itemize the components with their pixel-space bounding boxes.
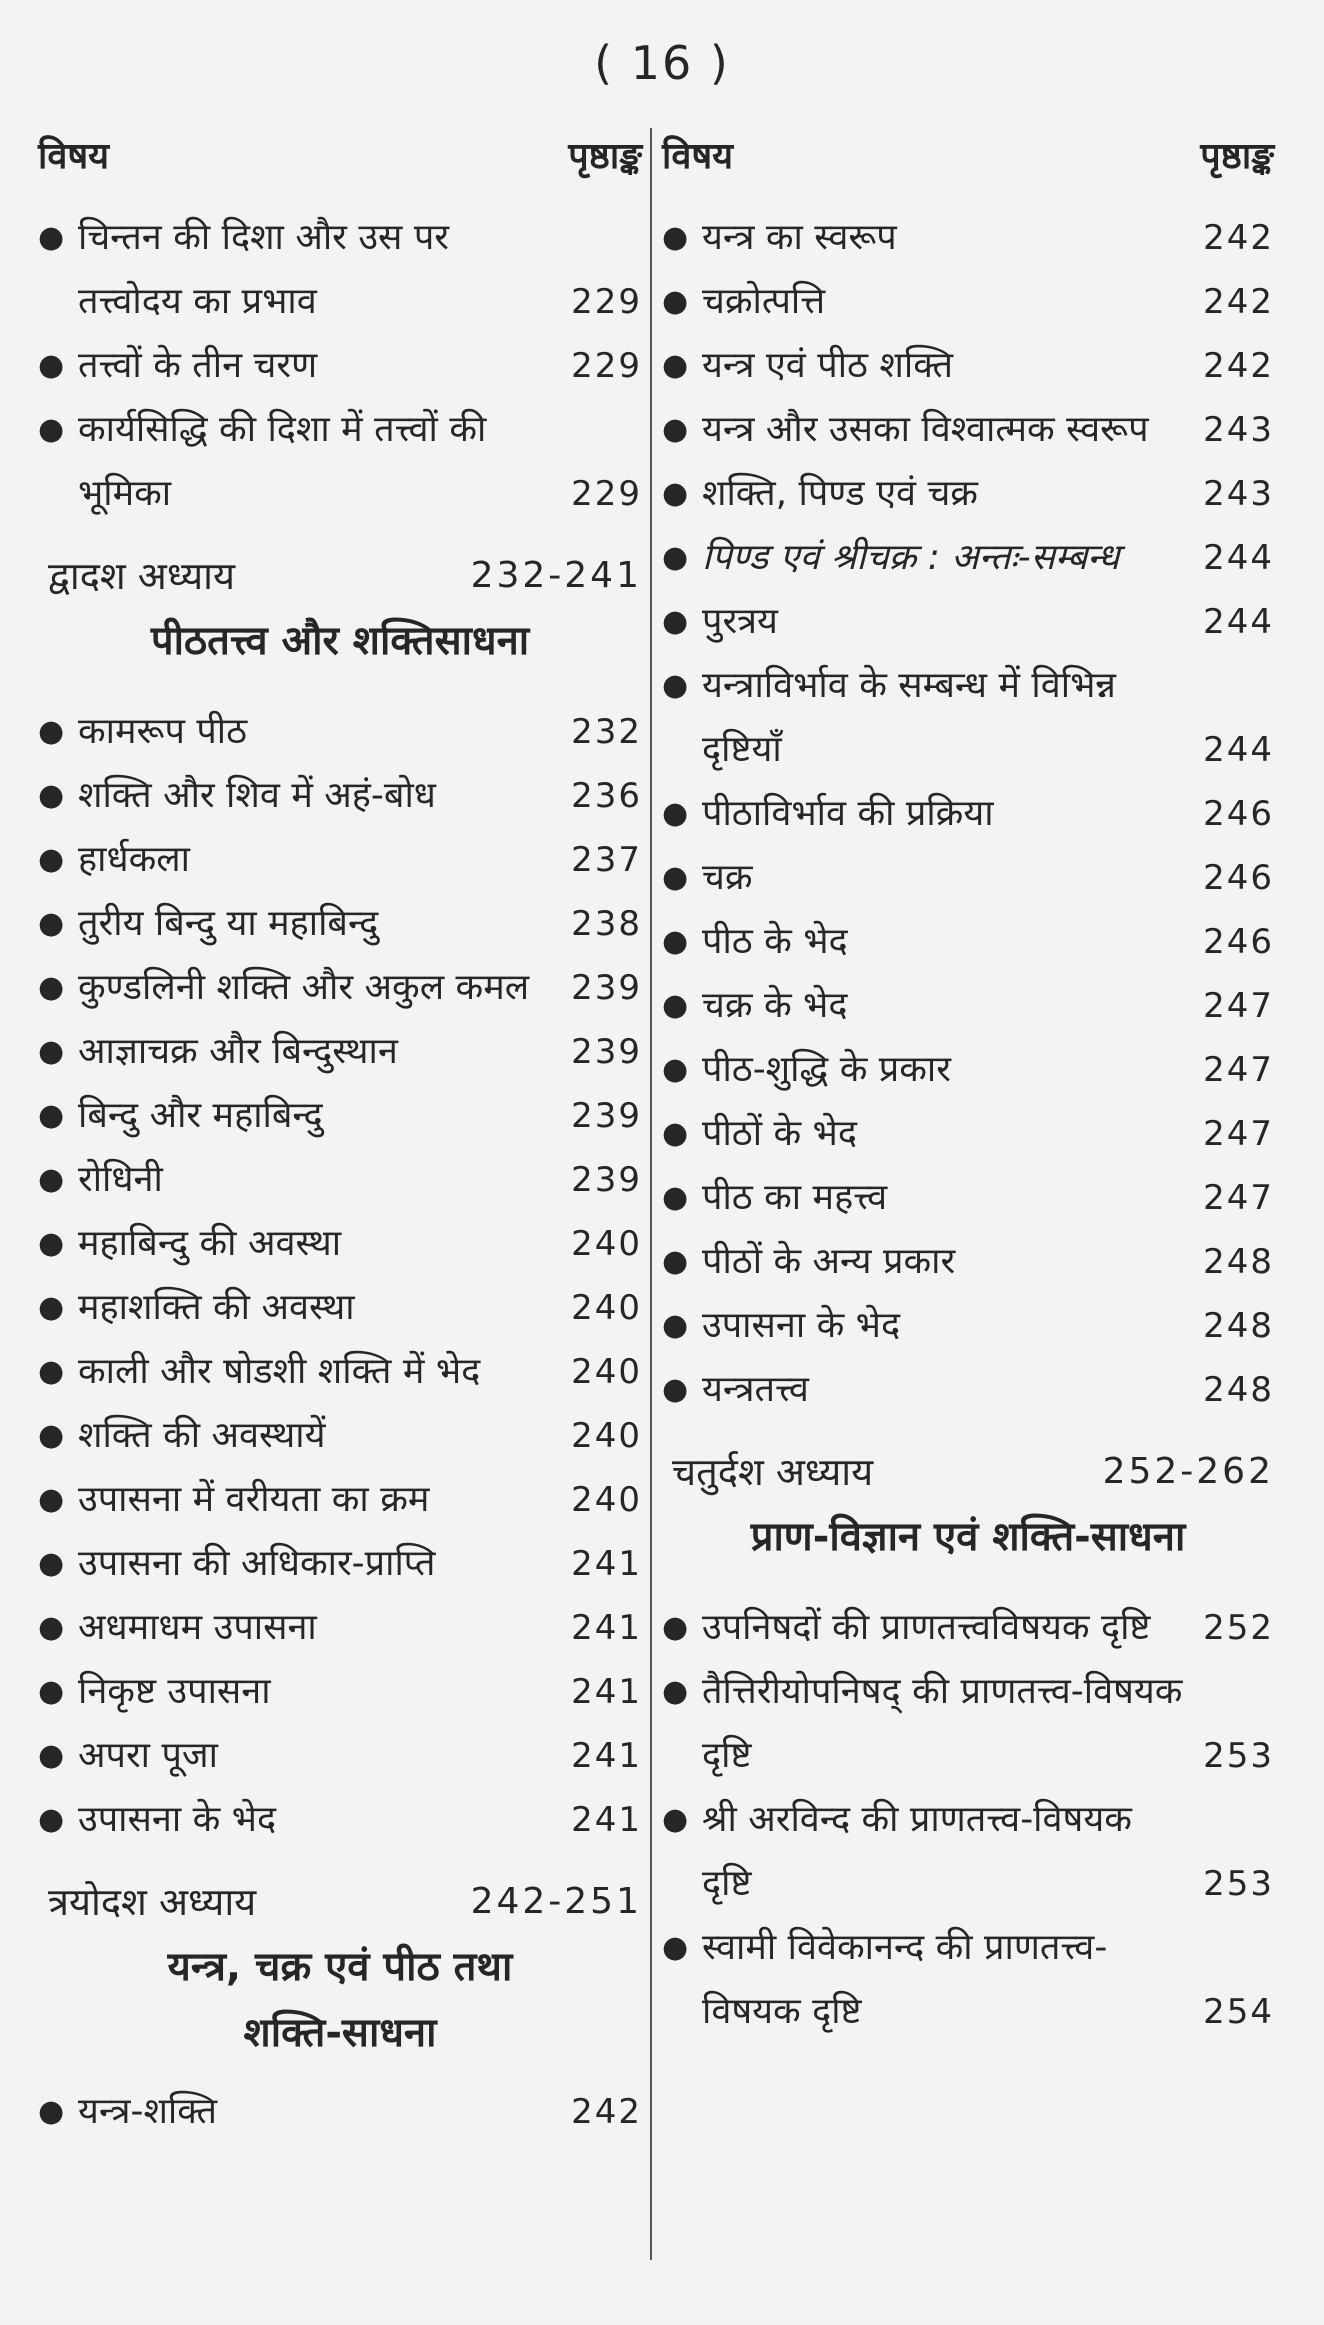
bullet-icon: ● [662,1674,689,1709]
entry-title: पीठों के अन्य प्रकार [702,1241,956,1282]
entry-title: बिन्दु और महाबिन्दु [78,1095,323,1136]
entry-title: उपनिषदों की प्राणतत्त्वविषयक दृष्टि [702,1607,1151,1648]
entry-page: 244 [1203,538,1274,578]
entry-title: तैत्तिरीयोपनिषद् की प्राणतत्त्व-विषयक दृष्टि [702,1671,1183,1776]
entry-title: चक्र [702,857,753,898]
entry-title: यन्त्र एवं पीठ शक्ति [702,345,954,386]
bullet-icon: ● [662,220,689,255]
entry-page: 241 [571,1544,642,1584]
entry-page: 242 [1203,346,1274,386]
toc-entry [662,1230,1274,1294]
bullet-icon: ● [38,1546,65,1581]
right-column-header [662,126,1274,188]
subject-heading: विषय [662,136,734,177]
entry-title: महाशक्ति की अवस्था [78,1287,355,1328]
entry-title: पीठ-शुद्धि के प्रकार [702,1049,951,1090]
entry-page: 237 [571,840,642,880]
toc-entry [38,1020,642,1084]
bullet-icon: ● [38,1226,65,1261]
entry-page: 242 [1203,282,1274,322]
entry-page: 240 [571,1416,642,1456]
entry-title: यन्त्र का स्वरूप [702,217,897,258]
toc-entry [38,334,642,398]
chapter-title: पीठतत्त्व और शक्तिसाधना [150,618,530,664]
toc-entry [662,1038,1274,1102]
entry-page: 229 [571,282,642,322]
chapter-title-line: शक्ति-साधना [243,2010,437,2056]
bullet-icon: ● [38,1802,65,1837]
left-column-header [38,126,642,188]
entry-page: 229 [571,474,642,514]
bullet-icon: ● [38,220,65,255]
entry-title: यन्त्र-शक्ति [78,2091,218,2132]
entry-title: उपासना की अधिकार-प्राप्ति [78,1543,436,1584]
bullet-icon: ● [662,1244,689,1279]
toc-entry [38,1532,642,1596]
left-column [38,126,642,2144]
entry-page: 248 [1203,1306,1274,1346]
entry-title: काली और षोडशी शक्ति में भेद [78,1351,481,1392]
chapter-title [38,1934,642,2066]
toc-entry [38,1788,642,1852]
entry-title: तुरीय बिन्दु या महाबिन्दु [78,903,379,944]
entry-title: श्री अरविन्द की प्राणतत्त्व-विषयक दृष्टि [702,1799,1132,1904]
entry-title: चक्र के भेद [702,985,848,1026]
chapter-range: 242-251 [470,1881,642,1922]
toc-entry [662,206,1274,270]
chapter-title-line: यन्त्र, चक्र एवं पीठ तथा [167,1944,513,1990]
right-column [662,126,1274,2044]
entry-page: 243 [1203,474,1274,514]
toc-entry [38,206,642,334]
entry-title: उपासना के भेद [78,1799,277,1840]
page-number: ( 16 ) [594,36,730,90]
entry-title: अधमाधम उपासना [78,1607,317,1648]
bullet-icon: ● [662,412,689,447]
bullet-icon: ● [662,988,689,1023]
toc-entry [38,1404,642,1468]
entry-page: 241 [571,1672,642,1712]
toc-entry [38,700,642,764]
entry-title: यन्त्र और उसका विश्वात्मक स्वरूप [702,409,1149,450]
entry-page: 242 [571,2092,642,2132]
bullet-icon: ● [38,1034,65,1069]
entry-page: 252 [1203,1608,1274,1648]
entry-page: 247 [1203,986,1274,1026]
entry-page: 241 [571,1736,642,1776]
entry-title: चक्रोत्पत्ति [702,281,826,322]
entry-title: यन्त्राविर्भाव के सम्बन्ध में विभिन्न दृष्टियाँ [702,665,1116,770]
bullet-icon: ● [662,1180,689,1215]
entry-title: पुरत्रय [702,601,778,642]
toc-entry [662,270,1274,334]
bullet-icon: ● [38,778,65,813]
entry-title: हार्धकला [78,839,190,880]
toc-entry [38,1340,642,1404]
entry-page: 248 [1203,1370,1274,1410]
entry-page: 246 [1203,922,1274,962]
entry-page: 239 [571,968,642,1008]
toc-entry [662,1916,1274,2044]
toc-entry [662,654,1274,782]
bullet-icon: ● [662,1610,689,1645]
chapter-heading [38,1870,642,1934]
column-divider [650,128,652,2260]
toc-entry [662,974,1274,1038]
bullet-icon: ● [662,1116,689,1151]
bullet-icon: ● [38,1674,65,1709]
bullet-icon: ● [38,1162,65,1197]
chapter-title: प्राण-विज्ञान एवं शक्ति-साधना [750,1514,1186,1560]
toc-entry [38,1596,642,1660]
bullet-icon: ● [38,2094,65,2129]
toc-entry [38,1468,642,1532]
entry-page: 240 [571,1224,642,1264]
entry-page: 239 [571,1032,642,1072]
bullet-icon: ● [662,1802,689,1837]
bullet-icon: ● [38,1610,65,1645]
entry-title: यन्त्रतत्त्व [702,1369,809,1410]
entry-page: 238 [571,904,642,944]
entry-title: शक्ति, पिण्ड एवं चक्र [702,473,978,514]
toc-entry [38,1276,642,1340]
entry-page: 247 [1203,1114,1274,1154]
toc-entry [662,782,1274,846]
chapter-heading [38,544,642,608]
entry-page: 241 [571,1608,642,1648]
toc-entry [38,892,642,956]
chapter-heading [662,1440,1274,1504]
toc-entry [662,590,1274,654]
entry-page: 244 [1203,602,1274,642]
bullet-icon: ● [662,348,689,383]
entry-title: स्वामी विवेकानन्द की प्राणतत्त्व-विषयक दृष्टि [702,1927,1108,2032]
toc-entry [38,1212,642,1276]
bullet-icon: ● [662,1052,689,1087]
toc-entry [662,1358,1274,1422]
bullet-icon: ● [38,906,65,941]
bullet-icon: ● [662,1930,689,1965]
entry-page: 243 [1203,410,1274,450]
toc-entry [662,910,1274,974]
chapter-name: द्वादश अध्याय [48,554,236,598]
toc-entry [662,334,1274,398]
bullet-icon: ● [662,476,689,511]
entry-page: 240 [571,1352,642,1392]
entry-title: आज्ञाचक्र और बिन्दुस्थान [78,1031,398,1072]
entry-title: कुण्डलिनी शक्ति और अकुल कमल [78,967,530,1008]
entry-title: पीठाविर्भाव की प्रक्रिया [702,793,994,834]
toc-entry [38,956,642,1020]
entry-title: चिन्तन की दिशा और उस पर तत्त्वोदय का प्रभाव [78,217,449,322]
bullet-icon: ● [38,1418,65,1453]
toc-entry [662,1166,1274,1230]
bullet-icon: ● [662,284,689,319]
chapter-range: 232-241 [470,555,642,596]
toc-entry [38,398,642,526]
toc-entry [662,462,1274,526]
chapter-name: त्रयोदश अध्याय [48,1880,257,1924]
toc-entry [38,1148,642,1212]
bullet-icon: ● [662,924,689,959]
bullet-icon: ● [38,412,65,447]
entry-page: 247 [1203,1050,1274,1090]
entry-title: महाबिन्दु की अवस्था [78,1223,342,1264]
bullet-icon: ● [662,540,689,575]
entry-page: 253 [1203,1864,1274,1904]
bullet-icon: ● [38,1290,65,1325]
toc-entry [662,526,1274,590]
bullet-icon: ● [38,970,65,1005]
entry-title: रोधिनी [78,1159,163,1200]
entry-page: 244 [1203,730,1274,770]
entry-title: पीठ के भेद [702,921,848,962]
bullet-icon: ● [662,668,689,703]
entry-page: 232 [571,712,642,752]
bullet-icon: ● [38,1738,65,1773]
bullet-icon: ● [38,1098,65,1133]
entry-title: निकृष्ट उपासना [78,1671,271,1712]
bullet-icon: ● [662,604,689,639]
bullet-icon: ● [662,796,689,831]
bullet-icon: ● [38,842,65,877]
entry-page: 247 [1203,1178,1274,1218]
chapter-name: चतुर्दश अध्याय [672,1450,874,1494]
toc-entry [662,398,1274,462]
bullet-icon: ● [662,860,689,895]
entry-title: पीठ का महत्त्व [702,1177,888,1218]
entry-title: कामरूप पीठ [78,711,248,752]
toc-entry [662,1788,1274,1916]
entry-page: 242 [1203,218,1274,258]
toc-entry [38,2080,642,2144]
entry-title: पीठों के भेद [702,1113,857,1154]
bullet-icon: ● [662,1372,689,1407]
entry-page: 246 [1203,858,1274,898]
page-no-heading: पृष्ठाङ्क [1200,136,1274,177]
bullet-icon: ● [38,348,65,383]
toc-entry [38,828,642,892]
entry-page: 246 [1203,794,1274,834]
entry-title: शक्ति की अवस्थायें [78,1415,326,1456]
chapter-range: 252-262 [1102,1451,1274,1492]
toc-entry [662,1660,1274,1788]
bullet-icon: ● [38,1482,65,1517]
entry-page: 240 [571,1480,642,1520]
toc-entry [38,1084,642,1148]
toc-entry [38,764,642,828]
entry-page: 248 [1203,1242,1274,1282]
entry-page: 239 [571,1160,642,1200]
entry-page: 229 [571,346,642,386]
entry-title: उपासना में वरीयता का क्रम [78,1479,430,1520]
toc-entry [662,1102,1274,1166]
entry-page: 254 [1203,1992,1274,2032]
subject-heading: विषय [38,136,110,177]
entry-title: पिण्ड एवं श्रीचक्र : अन्तः-सम्बन्ध [702,537,1120,578]
toc-entry [662,1596,1274,1660]
entry-title: शक्ति और शिव में अहं-बोध [78,775,436,816]
entry-page: 236 [571,776,642,816]
bullet-icon: ● [38,1354,65,1389]
toc-entry [662,1294,1274,1358]
entry-title: कार्यसिद्धि की दिशा में तत्त्वों की भूमिका [78,409,487,514]
page-no-heading: पृष्ठाङ्क [568,136,642,177]
bullet-icon: ● [38,714,65,749]
toc-entry [38,1660,642,1724]
entry-page: 241 [571,1800,642,1840]
entry-title: अपरा पूजा [78,1735,218,1776]
entry-title: तत्त्वों के तीन चरण [78,345,318,386]
entry-page: 240 [571,1288,642,1328]
bullet-icon: ● [662,1308,689,1343]
entry-page: 253 [1203,1736,1274,1776]
entry-page: 239 [571,1096,642,1136]
entry-title: उपासना के भेद [702,1305,901,1346]
toc-entry [662,846,1274,910]
toc-entry [38,1724,642,1788]
